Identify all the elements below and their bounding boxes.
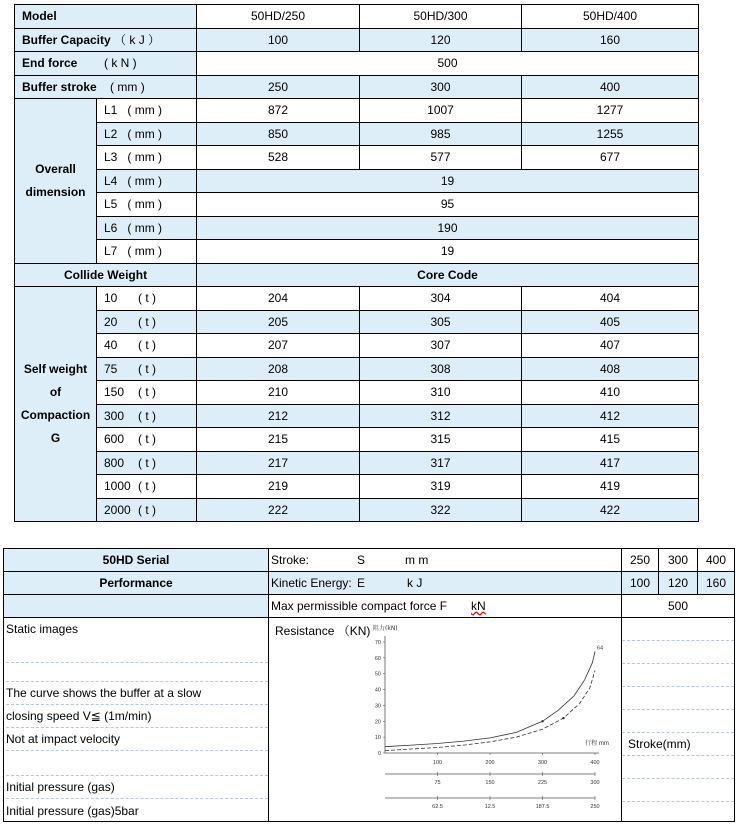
- cell-value: 319: [360, 475, 522, 499]
- serial-label: 50HD Serial: [4, 549, 269, 572]
- y-tick-label: 0: [377, 751, 381, 757]
- weight-name: 40 ( t ): [97, 334, 197, 358]
- buffer-stroke-label: Buffer stroke: [22, 79, 97, 94]
- cell-value: 422: [522, 498, 699, 522]
- solid-curve: [385, 652, 595, 747]
- resistance-label: Resistance （KN): [275, 624, 371, 638]
- dimension-row: [15, 193, 699, 217]
- buffer-stroke-unit: ( mm ): [110, 79, 145, 94]
- weight-name: 10 ( t ): [97, 287, 197, 311]
- buffer-capacity-label: Buffer Capacity: [22, 33, 111, 48]
- y-tick-label: 60: [374, 655, 381, 662]
- cell-value: 322: [360, 498, 522, 522]
- cell-value: 312: [360, 404, 522, 428]
- secondary-scale-label: 150: [485, 780, 495, 786]
- x-tick-label: 100: [432, 760, 443, 766]
- initial-pressure-label: Initial pressure (gas): [6, 776, 268, 799]
- cell-value: 215: [197, 428, 360, 452]
- x-tick-label: 200: [485, 760, 495, 766]
- cell-value: 872: [197, 99, 360, 123]
- cell-value: 300: [659, 549, 698, 572]
- weight-row: [15, 451, 699, 475]
- weight-row: [15, 287, 699, 311]
- cell-value: 305: [360, 310, 522, 334]
- cell-value: 417: [522, 451, 699, 475]
- stroke-axis-label: Stroke(mm): [622, 733, 734, 756]
- y-axis-title: 阻力(kN): [373, 625, 398, 632]
- performance-table: [3, 548, 735, 822]
- collide-weight-row: [15, 263, 699, 287]
- end-force-label: End force: [22, 56, 78, 71]
- cell-value: 317: [360, 451, 522, 475]
- weight-name: 300 ( t ): [97, 404, 197, 428]
- overall-dimension-label: Overall dimension: [15, 99, 97, 264]
- cell-value: 528: [197, 146, 360, 170]
- weight-row: [15, 498, 699, 522]
- secondary-scale-label: 12.5: [484, 804, 496, 810]
- cell-value: 95: [197, 193, 699, 217]
- cell-value: 412: [522, 404, 699, 428]
- cell-value: 404: [522, 287, 699, 311]
- weight-name: 800 ( t ): [97, 451, 197, 475]
- dimension-name: L2 ( mm ): [97, 122, 197, 146]
- cell-value: 160: [522, 28, 699, 52]
- cell-value: 190: [197, 216, 699, 240]
- stroke-row: [4, 549, 735, 572]
- end-force-unit: ( k N ): [104, 56, 137, 71]
- weight-row: [15, 310, 699, 334]
- cell-value: 205: [197, 310, 360, 334]
- dimension-name: L6 ( mm ): [97, 216, 197, 240]
- cell-value: 160: [698, 572, 735, 595]
- y-tick-label: 20: [374, 719, 381, 726]
- cell-value: 308: [360, 357, 522, 381]
- cell-value: 1007: [360, 99, 522, 123]
- dimension-row: [15, 99, 699, 123]
- x-tick-label: 300: [537, 760, 548, 766]
- cell-value: 120: [360, 28, 522, 52]
- dimension-row: [15, 216, 699, 240]
- y-tick-label: 30: [374, 703, 381, 710]
- secondary-scale-label: 300: [590, 780, 600, 786]
- static-images-label: Static images: [6, 622, 79, 636]
- spec-table: [14, 4, 699, 522]
- x-axis-title: 行程 mm: [585, 741, 609, 747]
- weight-row: [15, 381, 699, 405]
- buffer-capacity-row: [15, 28, 699, 52]
- peak-label: 64: [597, 645, 604, 652]
- cell-value: 204: [197, 287, 360, 311]
- weight-row: [15, 404, 699, 428]
- cell-value: 1255: [522, 122, 699, 146]
- cell-value: 219: [197, 475, 360, 499]
- initial-pressure-label: Initial pressure (gas)5bar: [6, 804, 139, 818]
- cell-value: 212: [197, 404, 360, 428]
- model-row: [15, 5, 699, 29]
- model-label: Model: [15, 5, 197, 29]
- cell-value: 304: [360, 287, 522, 311]
- dimension-name: L5 ( mm ): [97, 193, 197, 217]
- cell-value: 19: [197, 169, 699, 193]
- cell-value: 415: [522, 428, 699, 452]
- cell-value: 120: [659, 572, 698, 595]
- curve-marker: [541, 720, 543, 722]
- dimension-row: [15, 122, 699, 146]
- dimension-row: [15, 169, 699, 193]
- cell-value: 100: [622, 572, 659, 595]
- weight-name: 2000 ( t ): [97, 498, 197, 522]
- secondary-scale-label: 187.5: [535, 804, 550, 810]
- dimension-name: L7 ( mm ): [97, 240, 197, 264]
- buffer-capacity-unit: （ k J ）: [114, 33, 161, 48]
- self-weight-label: Self weight of Compaction G: [15, 287, 97, 522]
- performance-label: Performance: [4, 572, 269, 595]
- cell-value: 315: [360, 428, 522, 452]
- weight-name: 1000 ( t ): [97, 475, 197, 499]
- cell-value: 250: [197, 75, 360, 99]
- y-tick-label: 10: [374, 735, 381, 742]
- cell-value: 400: [698, 549, 735, 572]
- weight-name: 600 ( t ): [97, 428, 197, 452]
- weight-row: [15, 475, 699, 499]
- cell-value: 217: [197, 451, 360, 475]
- model-name: 50HD/400: [522, 5, 699, 29]
- dimension-name: L3 ( mm ): [97, 146, 197, 170]
- cell-value: 577: [360, 146, 522, 170]
- cell-value: 307: [360, 334, 522, 358]
- cell-value: 850: [197, 122, 360, 146]
- compact-force-row: [4, 595, 735, 618]
- cell-value: 407: [522, 334, 699, 358]
- cell-value: 222: [197, 498, 360, 522]
- resistance-chart: [371, 622, 611, 818]
- kinetic-label: Kinetic Energy: E k J: [269, 572, 622, 595]
- collide-weight-label: Collide Weight: [15, 263, 197, 287]
- cell-value: 408: [522, 357, 699, 381]
- secondary-scale-label: 62.5: [432, 804, 443, 810]
- kinetic-row: [4, 572, 735, 595]
- dimension-name: L4 ( mm ): [97, 169, 197, 193]
- cell-value: 500: [622, 595, 735, 618]
- weight-name: 150 ( t ): [97, 381, 197, 405]
- cell-value: 410: [522, 381, 699, 405]
- cell-value: 400: [522, 75, 699, 99]
- y-tick-label: 50: [374, 671, 381, 678]
- cell-value: 300: [360, 75, 522, 99]
- cell-value: 677: [522, 146, 699, 170]
- cell-value: 405: [522, 310, 699, 334]
- cell-value: 985: [360, 122, 522, 146]
- cell-value: 207: [197, 334, 360, 358]
- model-name: 50HD/250: [197, 5, 360, 29]
- cell-value: 250: [622, 549, 659, 572]
- model-name: 50HD/300: [360, 5, 522, 29]
- cell-value: 208: [197, 357, 360, 381]
- note-text: Not at impact velocity: [6, 728, 268, 751]
- cell-value: 310: [360, 381, 522, 405]
- secondary-scale-label: 75: [434, 780, 441, 786]
- curve-marker: [562, 717, 564, 719]
- note-text: The curve shows the buffer at a slow: [6, 682, 268, 705]
- weight-name: 20 ( t ): [97, 310, 197, 334]
- chart-row: [4, 618, 735, 822]
- cell-value: 500: [197, 52, 699, 76]
- secondary-scale-label: 225: [537, 780, 548, 786]
- weight-row: [15, 334, 699, 358]
- end-force-row: [15, 52, 699, 76]
- dashed-curve: [385, 671, 595, 751]
- dimension-row: [15, 240, 699, 264]
- core-code-label: Core Code: [197, 263, 699, 287]
- cell-value: 100: [197, 28, 360, 52]
- note-text: closing speed V≦ (1m/min): [6, 705, 268, 728]
- weight-row: [15, 357, 699, 381]
- secondary-scale-label: 250: [590, 804, 600, 810]
- x-tick-label: 400: [590, 760, 600, 766]
- stroke-label: Stroke: S m m: [269, 549, 622, 572]
- cell-value: 419: [522, 475, 699, 499]
- y-tick-label: 40: [374, 687, 381, 694]
- compact-force-label: Max permissible compact force F kN: [269, 595, 622, 618]
- cell-value: 210: [197, 381, 360, 405]
- cell-value: 19: [197, 240, 699, 264]
- y-tick-label: 70: [374, 640, 381, 646]
- buffer-stroke-row: [15, 75, 699, 99]
- weight-row: [15, 428, 699, 452]
- cell-value: 1277: [522, 99, 699, 123]
- dimension-name: L1 ( mm ): [97, 99, 197, 123]
- dimension-row: [15, 146, 699, 170]
- weight-name: 75 ( t ): [97, 357, 197, 381]
